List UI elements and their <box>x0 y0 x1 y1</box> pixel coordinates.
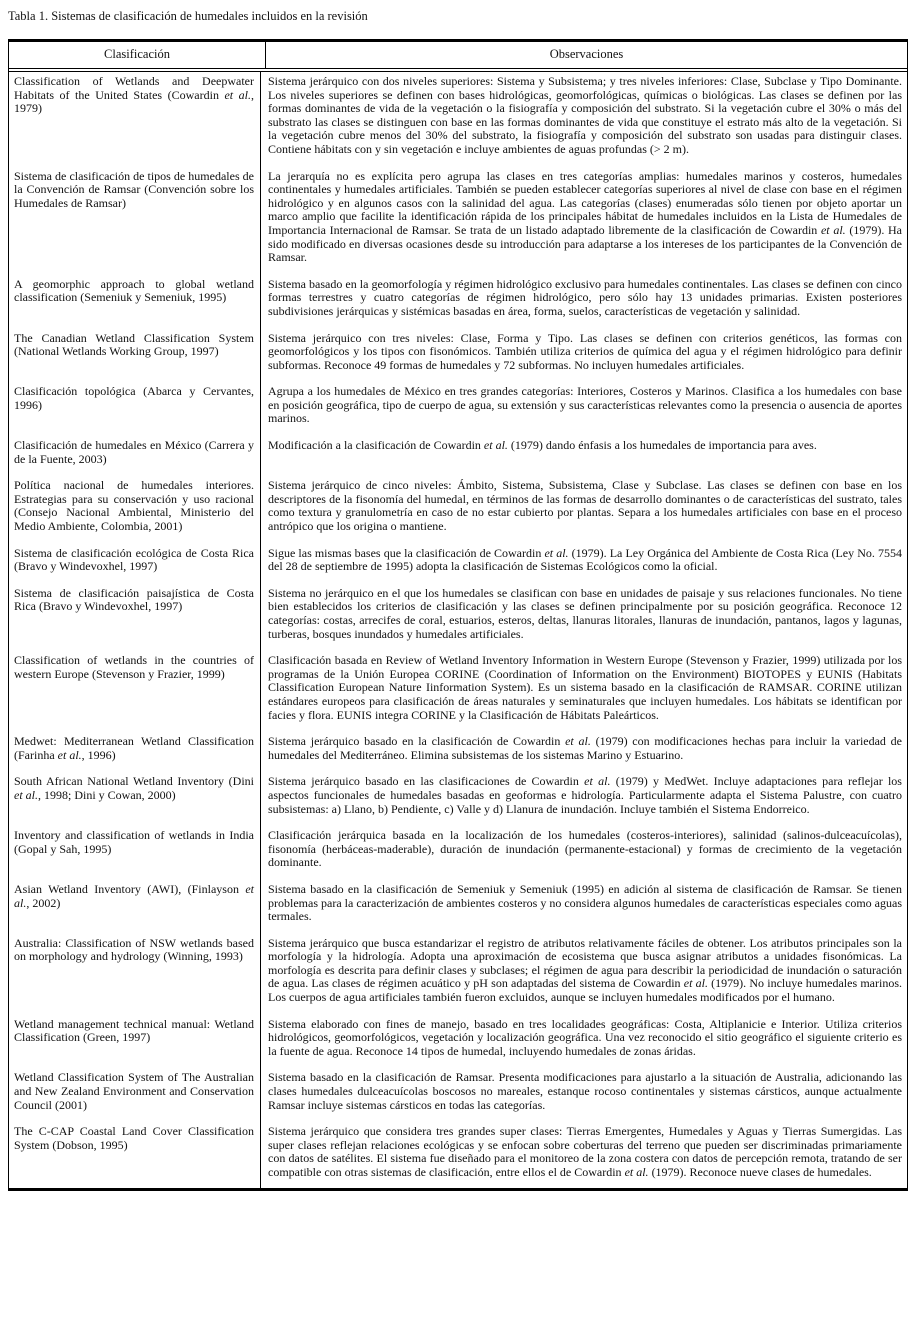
observations-cell: Sistema basado en la clasificación de Ramsar. Presenta modificaciones para ajustarlo a la situación de Australia, adicionando las clases humedales dulceacuícolas boscosos no mareales, estanque rocoso continentales y sistemas cársticos, aunque actualmente Ramsar incluye sistemas cársticos en todas las categorías. <box>268 1070 902 1112</box>
observations-cell: Sistema jerárquico que considera tres grandes super clases: Tierras Emergentes, Humedales y Aguas y Tierras Sumergidas. Las super clases reflejan relaciones ecológicas y se enfocan sobre coberturas del terreno que pueden ser discriminadas primariamente con datos de satélites. El sistema fue diseñado para el monitoreo de la zona costera con datos de percepción remota, tratando de ser compatible con otras sistemas de clasificación, entre ellos el de Cowardin et al. (1979). Reconoce nueve clases de humedales. <box>268 1124 902 1179</box>
observations-cell: Sistema no jerárquico en el que los humedales se clasifican con base en unidades de paisaje y sus relaciones funcionales. No tiene bien establecidos los criterios de clasificación y las clases se definen principalmente por su posición geográfica. Reconoce 12 categorías: costas, arrecifes de coral, estuarios, esteros, deltas, llanuras litorales, llanuras de inundación, pantanos, lagos y lagunas, turberas, bosques inundados y humedales artificiales. <box>268 585 902 641</box>
table-row <box>9 772 907 826</box>
table-row <box>9 934 907 1015</box>
classification-cell: Clasificación topológica (Abarca y Cervantes, 1996) <box>9 382 261 436</box>
table-header-row <box>9 42 907 69</box>
classification-cell: Classification of wetlands in the countries of western Europe (Stevenson y Frazier, 1999) <box>9 651 261 732</box>
table-row <box>9 1122 907 1187</box>
observations-cell: Sistema jerárquico con tres niveles: Clase, Forma y Tipo. Las clases se definen con criterios genéticos, las formas con geomorfológicos y los tipos con fisonómicos. También utiliza criterios de química del agua y el régimen hidrológico para definir subformas. Reconoce 49 formas de humedales y 72 subformas. No incluyen humedales artificiales. <box>268 330 902 372</box>
table-row <box>9 275 907 329</box>
classification-cell: Medwet: Mediterranean Wetland Classification (Farinha et al., 1996) <box>9 732 261 772</box>
classification-cell: South African National Wetland Inventory (Dini et al., 1998; Dini y Cowan, 2000) <box>9 772 261 826</box>
classification-cell: Sistema de clasificación de tipos de humedales de la Convención de Ramsar (Convención sobre los Humedales de Ramsar) <box>9 167 261 275</box>
classification-cell: Política nacional de humedales interiores. Estrategias para su conservación y uso racional (Consejo Nacional Ambiental, Ministerio del Medio Ambiente, Colombia, 2001) <box>9 476 261 543</box>
classification-cell: Sistema de clasificación paisajística de Costa Rica (Bravo y Windevoxhel, 1997) <box>9 584 261 651</box>
table-row <box>9 167 907 275</box>
classification-cell: The C-CAP Coastal Land Cover Classification System (Dobson, 1995) <box>9 1122 261 1187</box>
table-row <box>9 651 907 732</box>
column-header-clasificacion: Clasificación <box>9 42 266 68</box>
table-row <box>9 544 907 584</box>
classification-cell: Classification of Wetlands and Deepwater Habitats of the United States (Cowardin et al., 1979) <box>9 72 261 167</box>
observations-cell: Sistema basado en la clasificación de Semeniuk y Semeniuk (1995) en adición al sistema de clasificación de Ramsar. Se tienen problemas para la caracterización de ambientes costeros y no considera algunos humedales de características especiales como aguas termales. <box>268 881 902 924</box>
observations-cell: Sistema jerárquico de cinco niveles: Ámbito, Sistema, Subsistema, Clase y Subclase. Las clases se definen con base en los descriptores de la fisonomía del humedal, en términos de las formas de desarrollo dominantes o de características del sustrato, tales como textura y granulometría en caso de no estar cubierto por plantas. Separa a los humedales artificiales con base en el proceso antrópico que los origina o mantiene. <box>268 478 902 534</box>
observations-cell: Sistema jerárquico basado en la clasificación de Cowardin et al. (1979) con modificaciones hechas para incluir la variedad de humedales del Mediterráneo. Elimina subsistemas de los sistemas Marino y Estuarino. <box>268 734 902 762</box>
classification-cell: The Canadian Wetland Classification System (National Wetlands Working Group, 1997) <box>9 329 261 383</box>
table-row <box>9 476 907 543</box>
column-header-observaciones: Observaciones <box>549 47 624 61</box>
table-caption: Tabla 1. Sistemas de clasificación de humedales incluidos en la revisión <box>8 9 368 23</box>
table-row <box>9 1015 907 1069</box>
classification-cell: A geomorphic approach to global wetland classification (Semeniuk y Semeniuk, 1995) <box>9 275 261 329</box>
classification-cell: Sistema de clasificación ecológica de Costa Rica (Bravo y Windevoxhel, 1997) <box>9 544 261 584</box>
classification-cell: Wetland Classification System of The Australian and New Zealand Environment and Conservation Council (2001) <box>9 1068 261 1122</box>
table-row <box>9 732 907 772</box>
classification-cell: Wetland management technical manual: Wetland Classification (Green, 1997) <box>9 1015 261 1069</box>
table-row <box>9 826 907 880</box>
observations-cell: Clasificación basada en Review of Wetland Inventory Information in Western Europe (Stevenson y Frazier, 1999) utilizada por los programas de la Unión Europea CORINE (Coordination of Information on the Environment) BIOTOPES y EUNIS (Habitats Classification European Nature Iinformation System). Es un sistema basado en la clasificación de RAMSAR. CORINE utilizan estándares europeos para clasificación de áreas naturales y seminaturales que incluyen humedales. Los hábitats se identifican por facies y flora. EUNIS integra CORINE y la Clasificación de Hábitats Paleárticos. <box>268 653 902 722</box>
observations-cell: Clasificación jerárquica basada en la localización de los humedales (costeros-interiores), salinidad (salinos-dulceacuícolas), fisonomía (herbáceas-maderable), duración de inundación (permanente-estacional) y formas de crecimiento de la vegetación dominante. <box>268 828 902 870</box>
table-row <box>9 584 907 651</box>
table-row <box>9 329 907 383</box>
classification-cell: Inventory and classification of wetlands in India (Gopal y Sah, 1995) <box>9 826 261 880</box>
table-body <box>9 71 907 1188</box>
table-row <box>9 880 907 934</box>
table-row <box>9 72 907 167</box>
observations-cell: Sigue las mismas bases que la clasificación de Cowardin et al. (1979). La Ley Orgánica del Ambiente de Costa Rica (Ley No. 7554 del 28 de septiembre de 1995) adopta la clasificación de Sistemas Ecológicos como la oficial. <box>268 545 902 574</box>
observations-cell: Agrupa a los humedales de México en tres grandes categorías: Interiores, Costeros y Marinos. Clasifica a los humedales con base en posición geográfica, tipo de cuerpo de agua, su extensión y sus características relevantes como la presencia o ausencia de aportes marinos. <box>268 384 902 426</box>
classification-cell: Asian Wetland Inventory (AWI), (Finlayson et al., 2002) <box>9 880 261 934</box>
observations-cell: Sistema jerárquico que busca estandarizar el registro de atributos relativamente fáciles de obtener. Los atributos principales son la morfología y la hidrología. Adopta una aproximación de ecosistema que busca asignar atributos a unidades fisonómicas. La morfología es descrita para definir clases y subclases; el régimen de agua para describir la periodicidad de inundación o saturación de agua. Las clases de régimen acuático y pH son adaptadas del sistema de Cowardin et al. (1979). No incluye humedales marinos. Los cuerpos de agua artificiales también fueron excluidos, aunque se incluyen humedales modificados por el humano. <box>268 935 902 1005</box>
observations-cell: Modificación a la clasificación de Cowardin et al. (1979) dando énfasis a los humedales de importancia para aves. <box>268 438 817 453</box>
observations-cell: Sistema elaborado con fines de manejo, basado en tres localidades geográficas: Costa, Altiplanicie e Interior. Utiliza criterios hidrológicos, geomorfológicos, vegetación y localización geográfica. Una vez reconocido el sitio geográfico el siguiente criterio es la fuente de agua. Reconoce 14 tipos de humedal, incluyendo humedales de zonas áridas. <box>268 1016 902 1058</box>
table-row <box>9 1068 907 1122</box>
classification-cell: Clasificación de humedales en México (Carrera y de la Fuente, 2003) <box>9 436 261 476</box>
classification-cell: Australia: Classification of NSW wetlands based on morphology and hydrology (Winning, 1993) <box>9 934 261 1015</box>
observations-cell: Sistema jerárquico con dos niveles superiores: Sistema y Subsistema; y tres niveles inferiores: Clase, Subclase y Tipo Dominante. Los niveles superiores se definen con bases hidrológicas, geomorfológicas, químicas o biológicas. Las clases se definen por las formas dominantes de vida de la vegetación o la fisiografía y composición del substrato. Si la vegetación cubre el 30% o más del substrato las clases se distinguen con base en las formas dominantes de vida que constituye el estrato más alto de la vegetación. Si la vegetación cubre menos del 30% del substrato, la fisiografía y composición del substrato son usadas para distinguir clases. Contiene hábitats con y sin vegetación e incluye ambientes de aguas profundas (> 2 m). <box>268 74 902 156</box>
classification-table <box>8 39 908 1191</box>
observations-cell: La jerarquía no es explícita pero agrupa las clases en tres categorías amplias: humedales marinos y costeros, humedales continentales y humedales artificiales. También se pueden establecer categorías superiores al nivel de clase con base en el régimen hidrológico y en algunos casos con la salinidad del agua. Las categorías (clases) enumeradas sólo tienen por objeto aportar un marco amplio que facilite la identificación rápida de los principales hábitat de humedales incluidos en la Lista de Humedales de Importancia Internacional de Ramsar. Se trata de un listado adaptado libremente de la clasificación de Cowardin et al. (1979). Ha sido modificado en diversas ocasiones desde su introducción para adaptarse a los intereses de los participantes de la Convención de Ramsar. <box>268 168 902 265</box>
observations-cell: Sistema basado en la geomorfología y régimen hidrológico exclusivo para humedales continentales. Las clases se definen con cinco formas terrestres y cuatro categorías de régimen hidrológico, pero sólo hay 13 unidades primarias. Existen posteriores subdivisiones jerárquicas y sistémicas basadas en área, forma, suelos, características de vegetación y salinidad. <box>268 276 902 318</box>
table-row <box>9 436 907 476</box>
observations-cell: Sistema jerárquico basado en las clasificaciones de Cowardin et al. (1979) y MedWet. Incluye adaptaciones para reflejar los aspectos funcionales de humedales basadas en geoformas e hidrología. Particularmente adapta el Sistema Palustre, con cuatro subsistemas: a) Llano, b) Pendiente, c) Valle y d) Llanura de inundación. Incluye también el Sistema Endorreico. <box>268 774 902 816</box>
table-row <box>9 382 907 436</box>
